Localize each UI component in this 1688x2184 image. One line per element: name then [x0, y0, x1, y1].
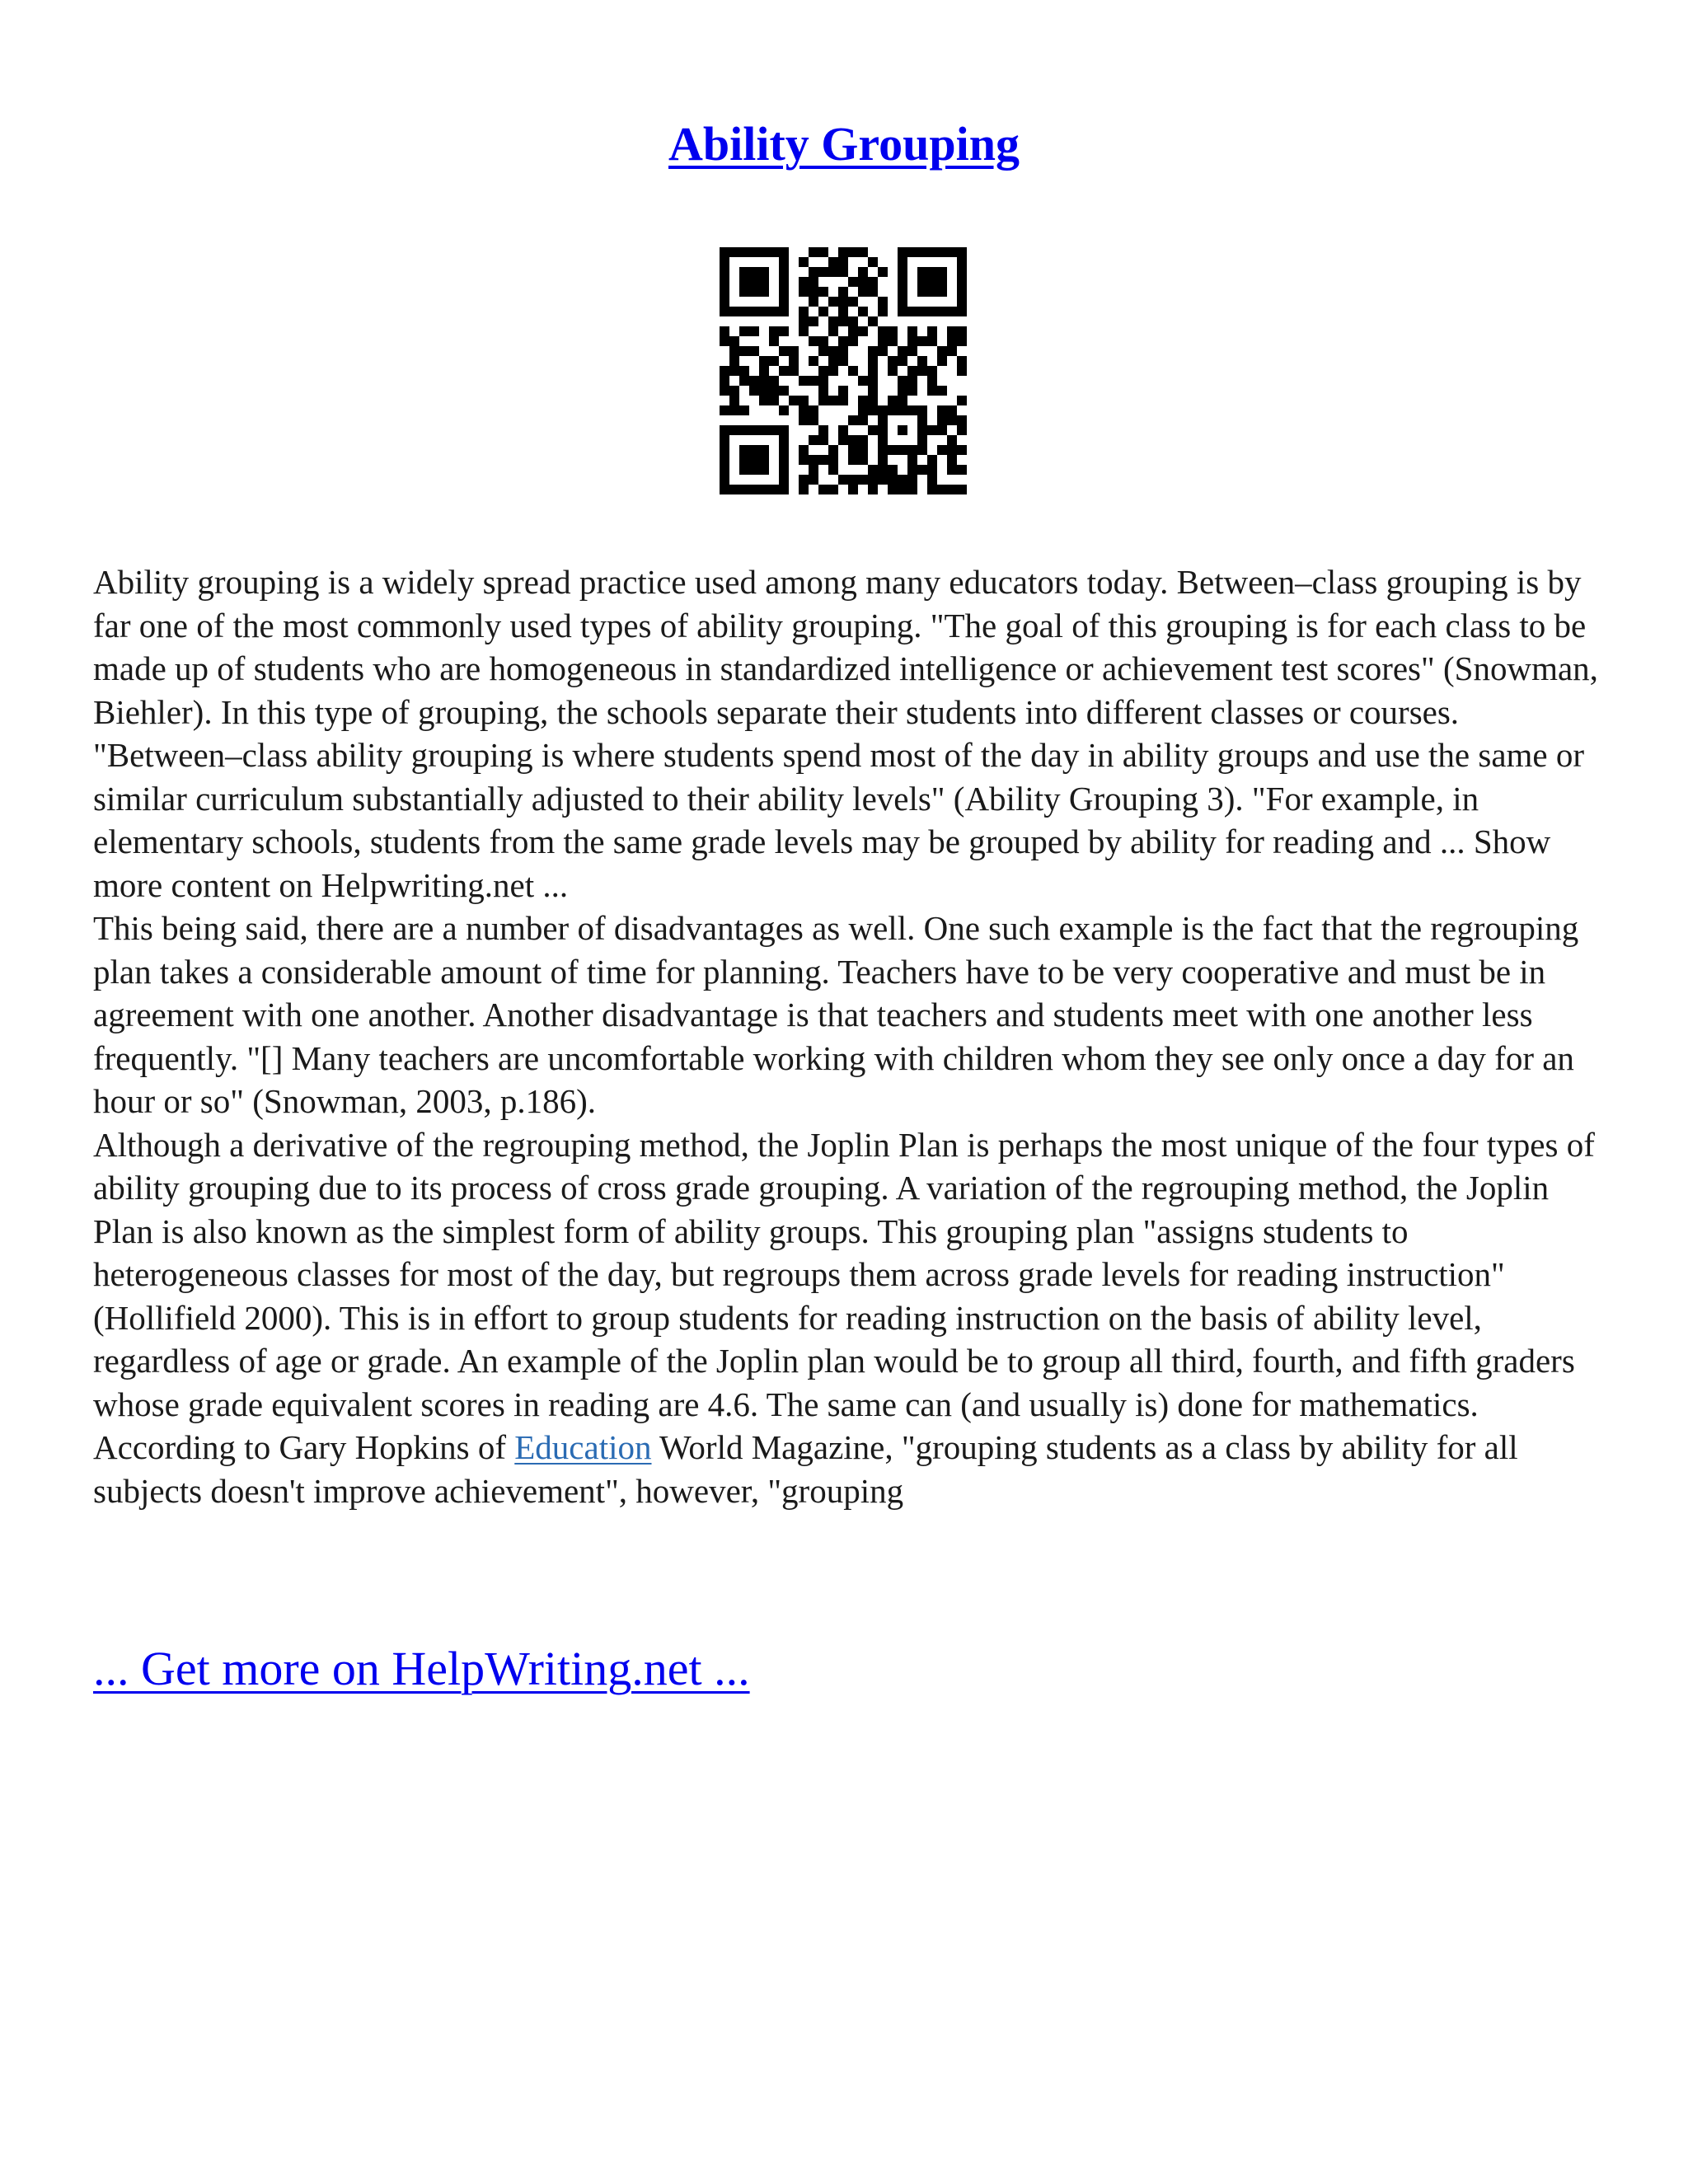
paragraph-2: This being said, there are a number of disadvantages as well. One such example is the fact that the regrouping plan takes a considerable amount of time for planning. Teachers have to be very cooperative and must be in agreement with one another. Another disadvantage is that teachers and students meet with one another less frequently. "[] Many teachers are uncomfortable working with children whom they see only once a day for an hour or so" (Snowman, 2003, p.186). [93, 909, 1579, 1120]
paragraph-3-text-end: World Magazine, "grouping students as a class by ability for all subjects doesn't improve achievement", however, "grouping [93, 1428, 1518, 1510]
paragraph-1: Ability grouping is a widely spread practice used among many educators today. Between–class grouping is by far one of the most commonly used types of ability grouping. "The goal of this grouping is for each class to be made up of students who are homogeneous in standardized intelligence or achievement test scores" (Snowman, Biehler). In this type of grouping, the schools separate their students into different classes or courses. "Between–class ability grouping is where students spend most of the day in ability groups and use the same or similar curriculum substantially adjusted to their ability levels" (Ability Grouping 3). "For example, in elementary schools, students from the same grade levels may be grouped by ability for reading and ... Show more content on Helpwriting.net ... [93, 563, 1598, 904]
education-link[interactable]: Education [514, 1428, 652, 1466]
get-more-link[interactable]: ... Get more on HelpWriting.net ... [93, 1642, 750, 1695]
article-body [93, 560, 1601, 1512]
document-title[interactable]: Ability Grouping [668, 117, 1020, 171]
paragraph-3 [93, 1123, 1601, 1513]
qr-code-icon [720, 247, 967, 494]
qr-code [720, 247, 967, 494]
paragraph-3-text-start: Although a derivative of the regrouping method, the Joplin Plan is perhaps the most unique of the four types of ability grouping due to its process of cross grade grouping. A variation of the regrouping method, the Joplin Plan is also known as the simplest form of ability groups. This grouping plan "assigns students to heterogeneous classes for most of the day, but regroups them across grade levels for reading instruction" (Hollifield 2000). This is in effort to group students for reading instruction on the basis of ability level, regardless of age or grade. An example of the Joplin plan would be to group all third, fourth, and fifth graders whose grade equivalent scores in reading are 4.6. The same can (and usually is) done for mathematics. According to Gary Hopkins of [93, 1125, 1595, 1466]
